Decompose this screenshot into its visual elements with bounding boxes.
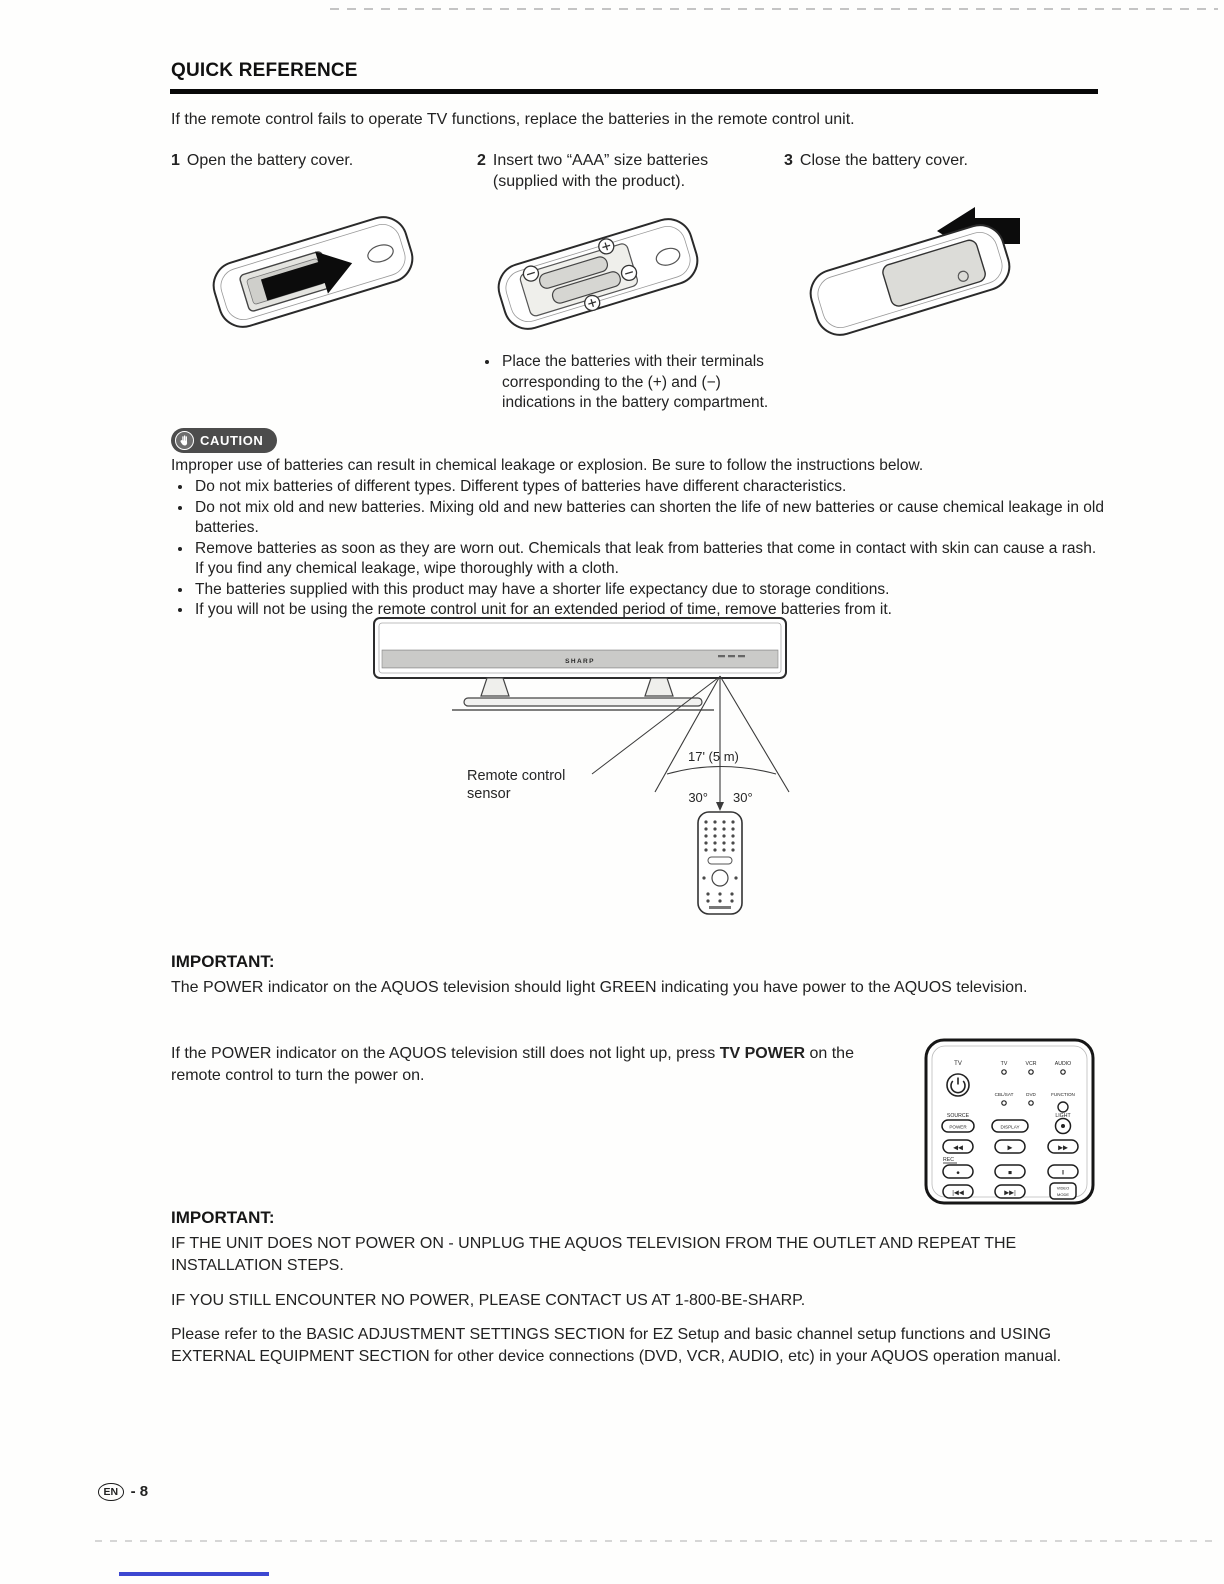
important-power-heading: IMPORTANT:	[171, 952, 275, 971]
audio-mode-button	[1061, 1070, 1065, 1074]
mini-remote-illustration	[924, 1038, 1096, 1206]
hand-icon	[175, 431, 194, 450]
tv-brand-label: SHARP	[565, 658, 595, 665]
remote-insert-batteries-illustration	[478, 194, 718, 354]
video-mode-label-line1: VIDEO	[1056, 1185, 1070, 1191]
scan-artifact-top	[330, 8, 1218, 10]
intro-text: If the remote control fails to operate TV functions, replace the batteries in the remote control unit.	[171, 111, 855, 128]
step-3	[784, 150, 1074, 171]
step-3-text: Close the battery cover.	[799, 152, 968, 169]
arrow-down-icon	[716, 802, 724, 811]
function-button	[1058, 1102, 1068, 1112]
step-2-number: 2	[477, 152, 486, 169]
page-footer	[98, 1483, 148, 1501]
sensor-label-line2: sensor	[467, 786, 511, 802]
remote-sensor-range-figure	[352, 610, 822, 928]
sensor-cone	[655, 676, 789, 809]
step-1-text: Open the battery cover.	[186, 152, 354, 169]
source-label: SOURCE	[946, 1113, 970, 1119]
language-badge: EN	[98, 1483, 124, 1501]
power-paragraph-before: If the POWER indicator on the AQUOS television still does not light up, press	[171, 1045, 720, 1062]
battery-note-list	[480, 352, 780, 414]
step-1	[171, 150, 456, 171]
dvd-mode-button	[1029, 1101, 1033, 1105]
skip-forward-icon: ▶▶|	[1004, 1189, 1016, 1197]
caution-item: • Do not mix batteries of different types. Different types of batteries have different characteristics.	[193, 477, 1108, 498]
caution-item: • The batteries supplied with this product may have a shorter life expectancy due to storage conditions.	[193, 580, 1108, 601]
video-mode-label-line2: MODE	[1057, 1192, 1069, 1197]
caution-item: • Do not mix old and new batteries. Mixing old and new batteries can shorten the life of new batteries or cause chemical leakage in old batteries.	[193, 498, 1108, 539]
stop-icon: ■	[1008, 1169, 1012, 1177]
tv-illustration	[374, 618, 786, 710]
caution-list	[173, 477, 1108, 621]
audio-label: AUDIO	[1054, 1061, 1072, 1067]
function-label: FUNCTION	[1051, 1092, 1075, 1097]
dvd-label: DVD	[1026, 1092, 1036, 1097]
page-title: QUICK REFERENCE	[171, 60, 358, 81]
power-paragraph-after: on the remote control to turn the power on.	[171, 1045, 854, 1084]
power-button-label: POWER	[949, 1124, 967, 1130]
rewind-icon: ◀◀	[953, 1144, 963, 1152]
step-2	[477, 150, 767, 192]
sensor-label-line1: Remote control	[467, 768, 566, 784]
vcr-label: VCR	[1025, 1061, 1037, 1067]
cbl-sat-label: CBL/SAT	[994, 1092, 1014, 1097]
important-power-body: The POWER indicator on the AQUOS television should light GREEN indicating you have power to the AQUOS television.	[171, 979, 1028, 996]
scan-artifact-blue-mark	[119, 1572, 269, 1576]
caution-badge	[171, 428, 277, 453]
remote-close-cover-illustration	[795, 190, 1035, 350]
scan-artifact-bottom	[95, 1540, 1220, 1542]
distance-label: 17' (5 m)	[688, 749, 739, 764]
step-3-number: 3	[784, 152, 793, 169]
pause-icon: ‖	[1061, 1169, 1065, 1177]
rec-label: REC	[943, 1157, 954, 1163]
caution-intro: Improper use of batteries can result in chemical leakage or explosion. Be sure to follow the instructions below.	[171, 457, 924, 474]
tv-mode-button	[1002, 1070, 1006, 1074]
angle-right-label: 30°	[733, 790, 753, 805]
page-number: - 8	[130, 1483, 149, 1501]
record-icon: ●	[956, 1169, 960, 1177]
important-unit-heading: IMPORTANT:	[171, 1208, 275, 1227]
vcr-mode-button	[1029, 1070, 1033, 1074]
tv-label: TV	[1000, 1061, 1008, 1067]
caution-label: CAUTION	[200, 433, 264, 448]
power-paragraph	[171, 1043, 871, 1086]
light-label: LIGHT	[1055, 1113, 1071, 1119]
title-rule	[170, 89, 1098, 94]
remote-open-cover-illustration	[195, 190, 430, 355]
caution-item: • Remove batteries as soon as they are worn out. Chemicals that leak from batteries that come in contact with skin can cause a rash. If you find any chemical leakage, wipe thoroughly with a cloth.	[193, 539, 1108, 580]
tv-power-button	[947, 1074, 969, 1096]
light-button-icon	[1061, 1124, 1065, 1128]
step-1-number: 1	[171, 152, 180, 169]
step-2-text: Insert two “AAA” size batteries (supplied with the product).	[492, 152, 709, 190]
important-unit-para1: IF THE UNIT DOES NOT POWER ON - UNPLUG THE AQUOS TELEVISION FROM THE OUTLET AND REPEAT THE INSTALLATION STEPS.	[171, 1235, 1017, 1274]
play-icon: ▶	[1007, 1144, 1013, 1152]
caution-item: • If you will not be using the remote control unit for an extended period of time, remove batteries from it.	[193, 600, 1108, 621]
cbl-sat-mode-button	[1002, 1101, 1006, 1105]
angle-left-label: 30°	[688, 790, 708, 805]
fast-forward-icon: ▶▶	[1058, 1144, 1068, 1152]
battery-note: • Place the batteries with their terminals corresponding to the (+) and (−) indications in the battery compartment.	[500, 352, 780, 414]
tv-indicator-lights	[718, 655, 745, 657]
display-button-label: DISPLAY	[1000, 1124, 1020, 1130]
tv-power-bold: TV POWER	[719, 1045, 806, 1062]
tv-label: TV	[954, 1061, 962, 1067]
remote-control-illustration	[698, 812, 742, 914]
important-unit-para3: Please refer to the BASIC ADJUSTMENT SETTINGS SECTION for EZ Setup and basic channel setup functions and USING EXTERNAL EQUIPMENT SECTION for other device connections (DVD, VCR, AUDIO, etc) in your AQUOS operation manual.	[171, 1326, 1062, 1365]
important-unit-para2: IF YOU STILL ENCOUNTER NO POWER, PLEASE CONTACT US AT 1-800-BE-SHARP.	[171, 1292, 806, 1309]
skip-back-icon: |◀◀	[952, 1189, 964, 1197]
